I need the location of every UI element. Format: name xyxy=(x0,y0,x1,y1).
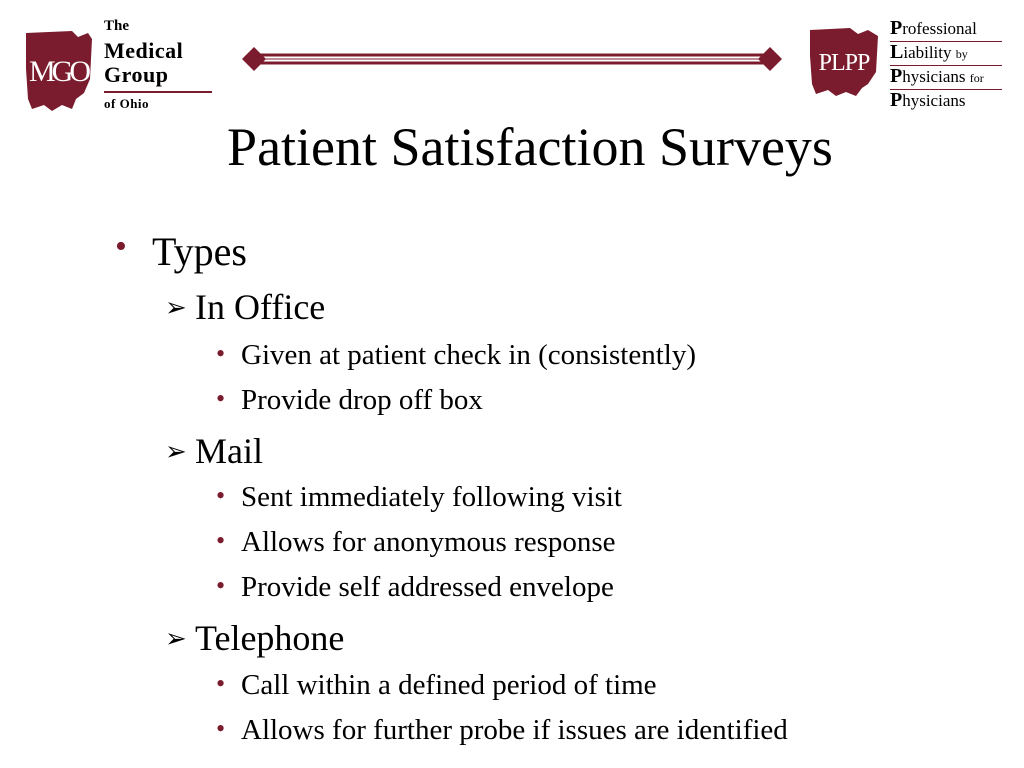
bullet-dot-icon: • xyxy=(216,669,226,698)
medical-group-of-ohio-logo xyxy=(22,15,222,110)
bullet-level3 xyxy=(216,384,483,417)
bullet-level2-text: In Office xyxy=(195,287,326,327)
arrowhead-icon: ➢ xyxy=(165,624,187,654)
bullet-dot-icon: • xyxy=(216,571,226,600)
ohio-state-mgo-mark-icon xyxy=(22,29,94,113)
diamond-left-icon xyxy=(242,47,266,71)
bullet-dot-icon: • xyxy=(216,384,226,413)
mgo-the: The xyxy=(104,18,130,34)
mgo-of-ohio: of Ohio xyxy=(104,96,150,111)
mgo-wordmark xyxy=(104,15,219,110)
slide-title: Patient Satisfaction Surveys xyxy=(227,117,833,177)
bullet-level3-text: Call within a defined period of time xyxy=(241,669,657,701)
bullet-level3-text: Provide drop off box xyxy=(241,384,483,416)
bullet-level3-text: Given at patient check in (consistently) xyxy=(241,339,696,371)
bullet-level3 xyxy=(216,571,614,604)
bullet-dot-icon: • xyxy=(115,228,127,265)
plpp-mark-icon xyxy=(806,26,882,98)
bullet-level3 xyxy=(216,481,622,514)
mgo-group: Group xyxy=(104,62,169,87)
plpp-wordmark xyxy=(890,18,1010,113)
bullet-level3-text: Sent immediately following visit xyxy=(241,481,622,513)
plpp-line: Physicians for xyxy=(890,66,1002,90)
bullet-level2 xyxy=(165,286,325,328)
bullet-level3-text: Allows for anonymous response xyxy=(241,526,616,558)
bullet-level3-text: Provide self addressed envelope xyxy=(241,571,614,603)
plpp-mark-text: PLPP xyxy=(818,50,870,76)
decorative-divider xyxy=(240,44,784,74)
mgo-rule xyxy=(104,91,212,93)
bullet-level2-text: Telephone xyxy=(195,618,345,658)
arrowhead-icon: ➢ xyxy=(165,293,187,323)
bullet-level1-text: Types xyxy=(152,229,247,274)
arrowhead-icon: ➢ xyxy=(165,437,187,467)
bullet-dot-icon: • xyxy=(216,526,226,555)
plpp-line: Liability by xyxy=(890,42,1002,66)
mgo-mark-text: MGO xyxy=(28,55,88,88)
diamond-right-icon xyxy=(758,47,782,71)
bullet-level1 xyxy=(115,228,247,275)
bullet-level2 xyxy=(165,430,263,472)
plpp-line: Physicians xyxy=(890,89,966,111)
bullet-level3 xyxy=(216,669,657,702)
bullet-level3 xyxy=(216,714,788,747)
bullet-dot-icon: • xyxy=(216,339,226,368)
bullet-level3 xyxy=(216,526,616,559)
bullet-level3 xyxy=(216,339,696,372)
plpp-line: Professional xyxy=(890,18,1002,42)
bullet-dot-icon: • xyxy=(216,481,226,510)
bullet-level2 xyxy=(165,617,344,659)
mgo-medical: Medical xyxy=(104,38,184,63)
bullet-level2-text: Mail xyxy=(195,431,263,471)
bullet-dot-icon: • xyxy=(216,714,226,743)
bullet-level3-text: Allows for further probe if issues are identified xyxy=(241,714,788,746)
